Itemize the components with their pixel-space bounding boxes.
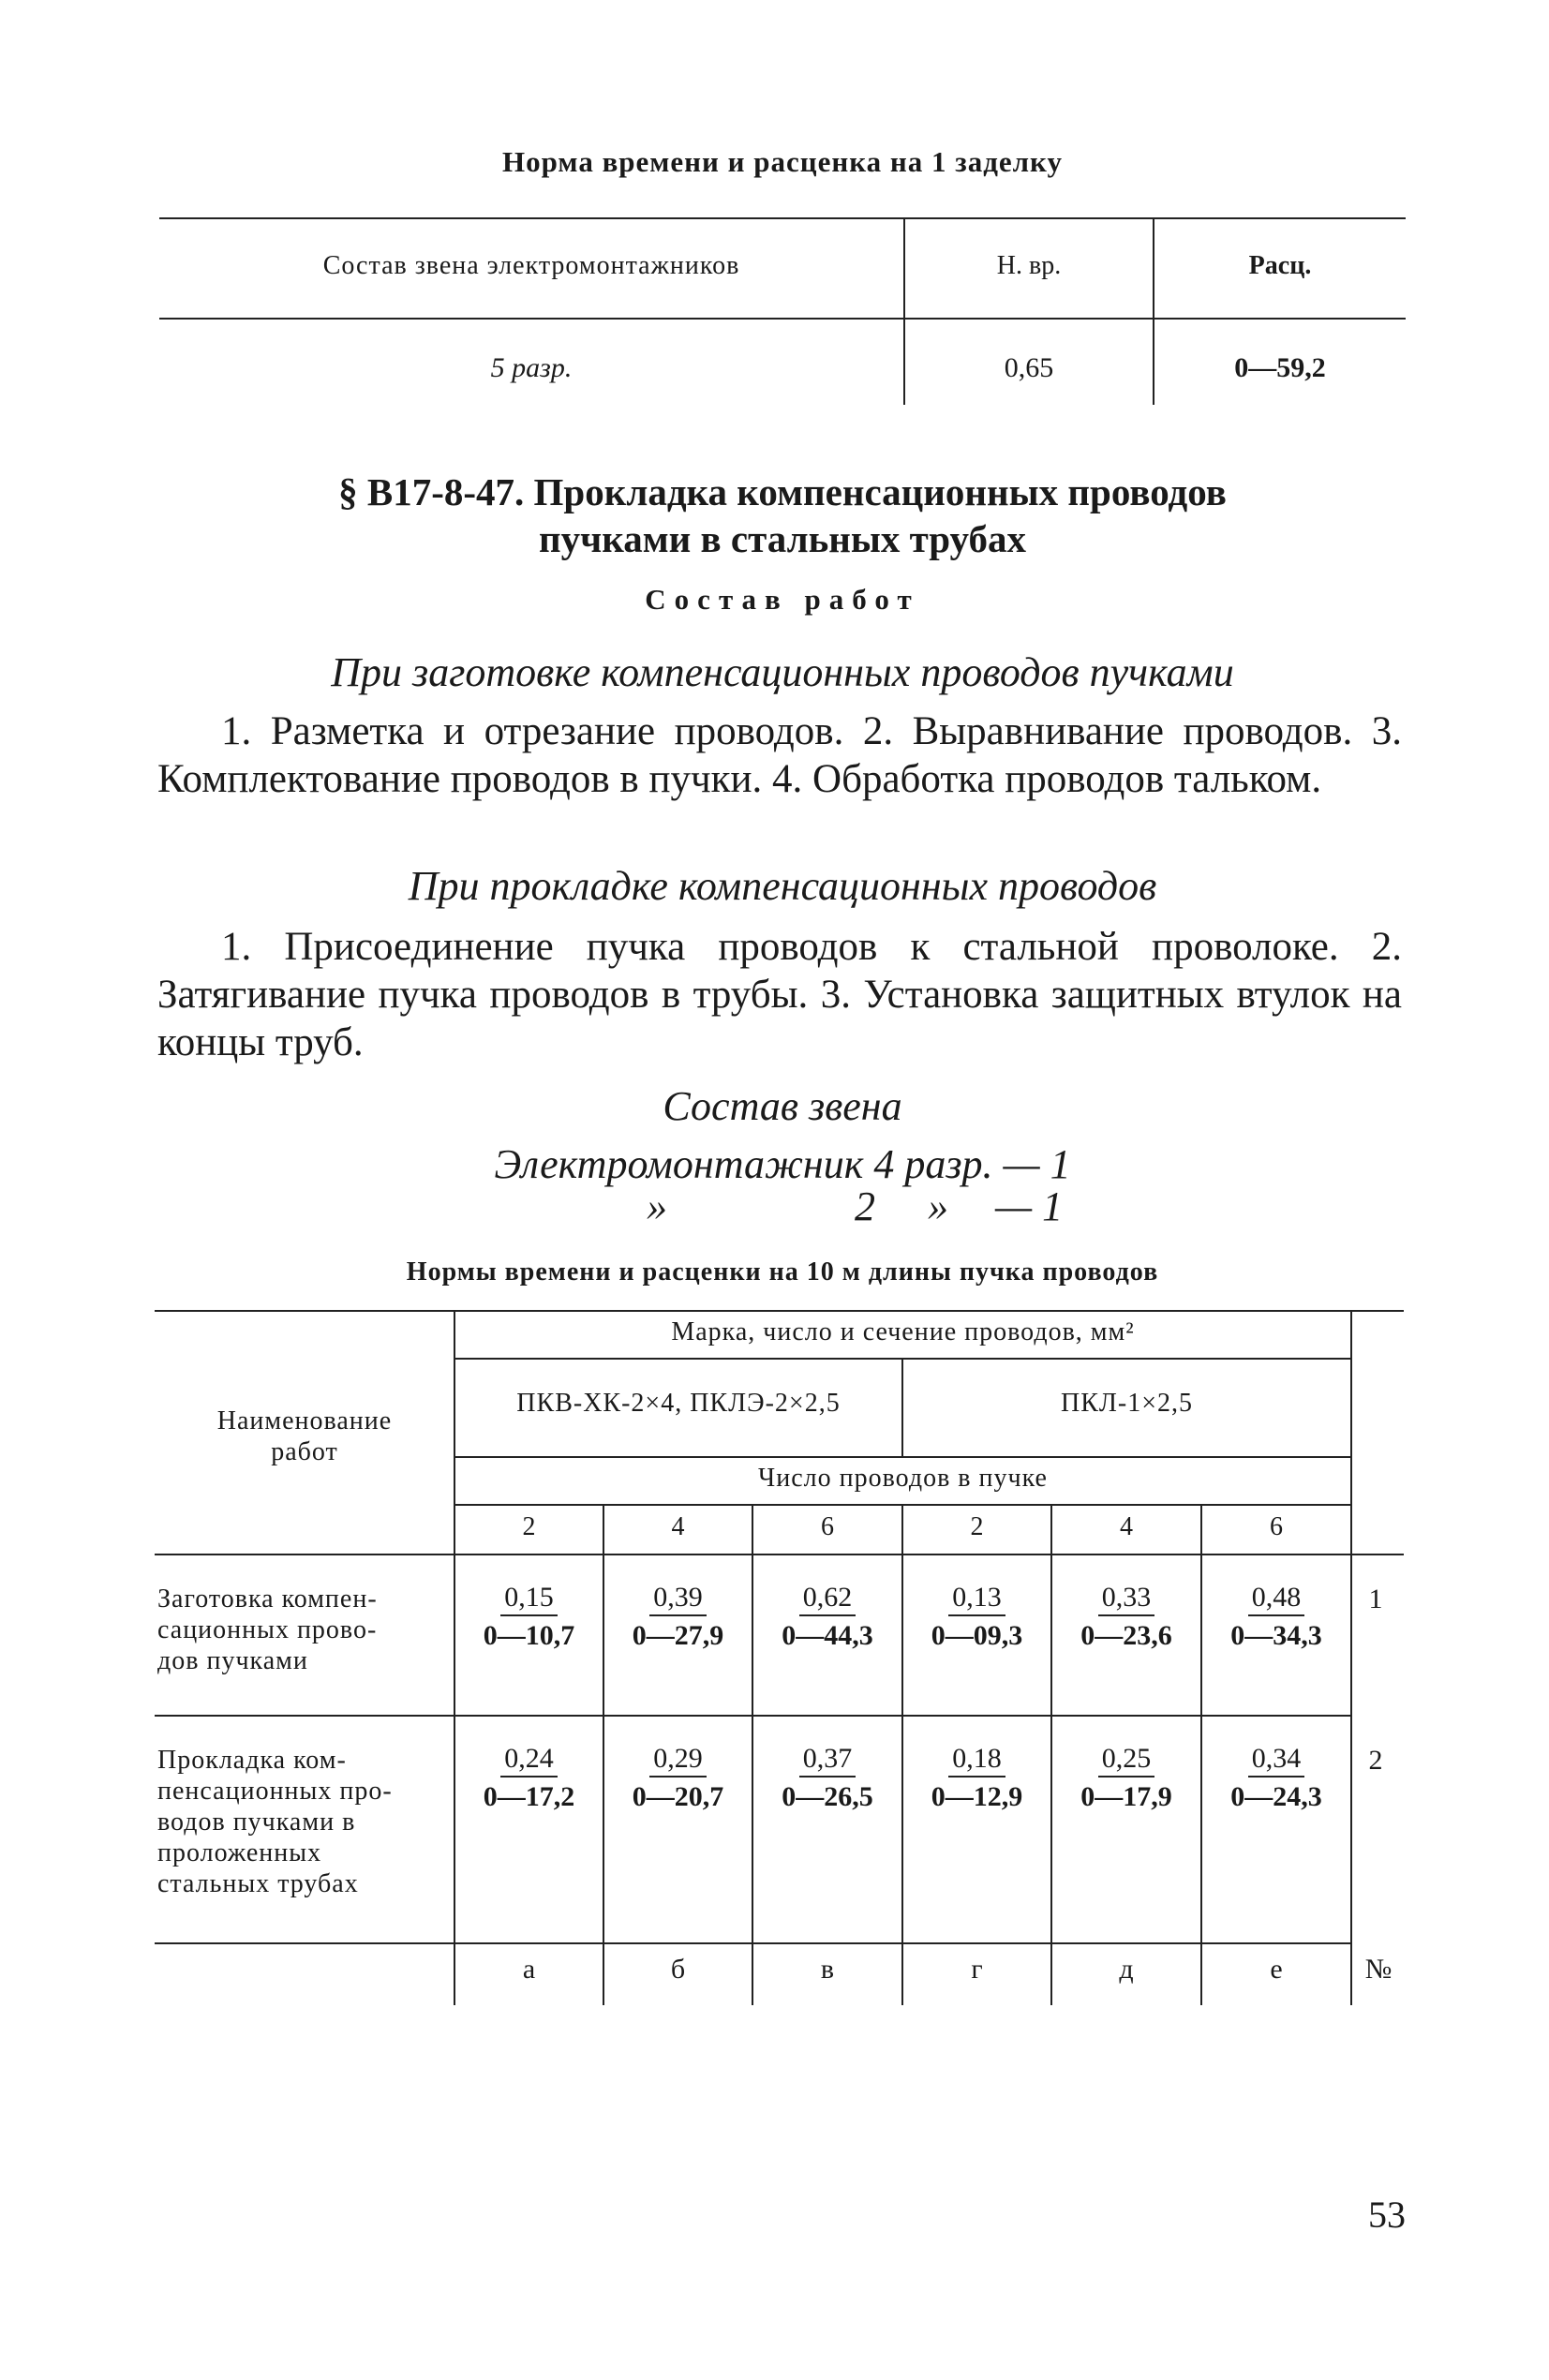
crew-heading: Состав звена [663,1083,902,1129]
column-letter: е [1270,1954,1283,1985]
rate-cell [753,1581,901,1656]
number-column-label: № [1364,1954,1393,1985]
price: 0—10,7 [483,1620,575,1651]
page-number: 53 [1368,2194,1406,2236]
time-norm: 0,15 [500,1581,558,1616]
count-cell: 2 [970,1512,984,1541]
column-letter: в [820,1954,835,1985]
time-norm: 0,18 [948,1742,1005,1778]
main-table-rule [155,1715,1352,1717]
time-norm: 0,29 [649,1742,707,1778]
rate-cell [753,1742,901,1817]
section-title-line-2: пучками в стальных трубах [538,517,1027,560]
top-table-rule-mid [159,318,1406,320]
section-title [159,469,1406,562]
main-table-caption: Нормы времени и расценки на 10 м длины пучка проводов [406,1257,1159,1287]
price: 0—09,3 [931,1620,1023,1651]
count-cell: 4 [1120,1512,1133,1541]
time-norm: 0,37 [799,1742,856,1778]
count-cell: 4 [671,1512,685,1541]
price: 0—17,9 [1080,1781,1172,1812]
rate-cell [903,1581,1050,1656]
top-table-rate-value: 0—59,2 [1234,352,1326,383]
time-norm: 0,33 [1098,1581,1155,1616]
price: 0—44,3 [782,1620,873,1651]
time-norm: 0,48 [1248,1581,1305,1616]
row-1-name [157,1584,439,1676]
row-number: 2 [1368,1745,1383,1776]
row-name-line: Прокладка ком- [157,1746,347,1775]
column-letter: г [971,1954,983,1985]
column-letter: д [1119,1954,1134,1985]
main-table-rule [454,1504,1352,1506]
time-norm: 0,25 [1098,1742,1155,1778]
work-composition-heading: Состав работ [645,583,920,616]
price: 0—27,9 [632,1620,724,1651]
row-name-line: проложенных [157,1838,322,1867]
main-table-header-group: Марка, число и сечение проводов, мм² [671,1317,1135,1346]
time-norm: 0,24 [500,1742,558,1778]
crew-line-2 [0,1183,1549,1229]
rate-cell [604,1742,752,1817]
price: 0—20,7 [632,1781,724,1812]
subheading-laying: При прокладке компенсационных проводов [408,863,1157,909]
row-number: 1 [1368,1584,1383,1614]
ditto-mark: » [928,1183,948,1229]
main-table-col-divider [1350,1310,1352,2005]
time-norm: 0,13 [948,1581,1005,1616]
count-cell: 6 [821,1512,834,1541]
price: 0—23,6 [1080,1620,1172,1651]
main-table-rule [454,1358,1352,1360]
crew-grade-2: 2 [855,1183,875,1229]
top-table-crew-grade: 5 разр. [490,352,573,383]
paragraph-laying: 1. Присоединение пучка проводов к стальной проволоке. 2. Затягивание пучка проводов в трубы. 3. Установка защитных втулок на концы труб. [157,925,1402,1064]
row-name-line: сационных прово- [157,1615,378,1644]
main-table-header-brand-1: ПКВ-ХК-2×4, ПКЛЭ-2×2,5 [516,1389,841,1418]
time-norm: 0,62 [799,1581,856,1616]
row-name-line: дов пучками [157,1646,308,1675]
crew-count-2: — 1 [995,1183,1064,1229]
column-letter: б [670,1954,686,1985]
top-table-header-time: Н. вр. [996,251,1062,280]
row-name-line: Заготовка компен- [157,1584,378,1614]
rate-cell [604,1581,752,1656]
time-norm: 0,39 [649,1581,707,1616]
price: 0—34,3 [1230,1620,1322,1651]
main-table-header-count: Число проводов в пучке [758,1464,1048,1493]
count-cell: 6 [1270,1512,1283,1541]
count-cell: 2 [522,1512,536,1541]
row-2-name [157,1745,439,1899]
rate-cell [1202,1581,1350,1656]
row-name-line: пенсационных про- [157,1777,393,1806]
top-table-time-value: 0,65 [1004,352,1054,383]
ditto-mark: » [647,1183,667,1229]
rate-cell [903,1742,1050,1817]
rate-cell [1052,1581,1200,1656]
price: 0—26,5 [782,1781,873,1812]
main-table-rule [454,1456,1352,1458]
main-table-rule [155,1554,1404,1555]
rate-cell [455,1742,603,1817]
top-table-header-rate: Расц. [1248,251,1312,280]
main-table-header-brand-2: ПКЛ-1×2,5 [1060,1389,1193,1418]
row-name-line: стальных трубах [157,1869,359,1898]
subheading-preparation: При заготовке компенсационных проводов пучками [331,649,1234,695]
top-table-caption: Норма времени и расценка на 1 заделку [502,145,1063,178]
price: 0—12,9 [931,1781,1023,1812]
crew-line-1: Электромонтажник 4 разр. — 1 [494,1141,1071,1187]
row-name-line: водов пучками в [157,1807,356,1837]
top-table-header-crew: Состав звена электромонтажников [322,251,740,280]
paragraph-preparation: 1. Разметка и отрезание проводов. 2. Выравнивание проводов. 3. Комплектование проводов в пучки. 4. Обработка проводов тальком. [157,709,1402,801]
time-norm: 0,34 [1248,1742,1305,1778]
column-letter: а [522,1954,536,1985]
price: 0—24,3 [1230,1781,1322,1812]
price: 0—17,2 [483,1781,575,1812]
top-table-rule-top [159,217,1406,219]
rate-cell [455,1581,603,1656]
main-table-header-name: Наименование работ [216,1406,393,1466]
section-title-line-1: § В17-8-47. Прокладка компенсационных проводов [338,470,1227,513]
main-table-rule-top [155,1310,1404,1312]
rate-cell [1052,1742,1200,1817]
main-table-rule [155,1942,1352,1944]
rate-cell [1202,1742,1350,1817]
